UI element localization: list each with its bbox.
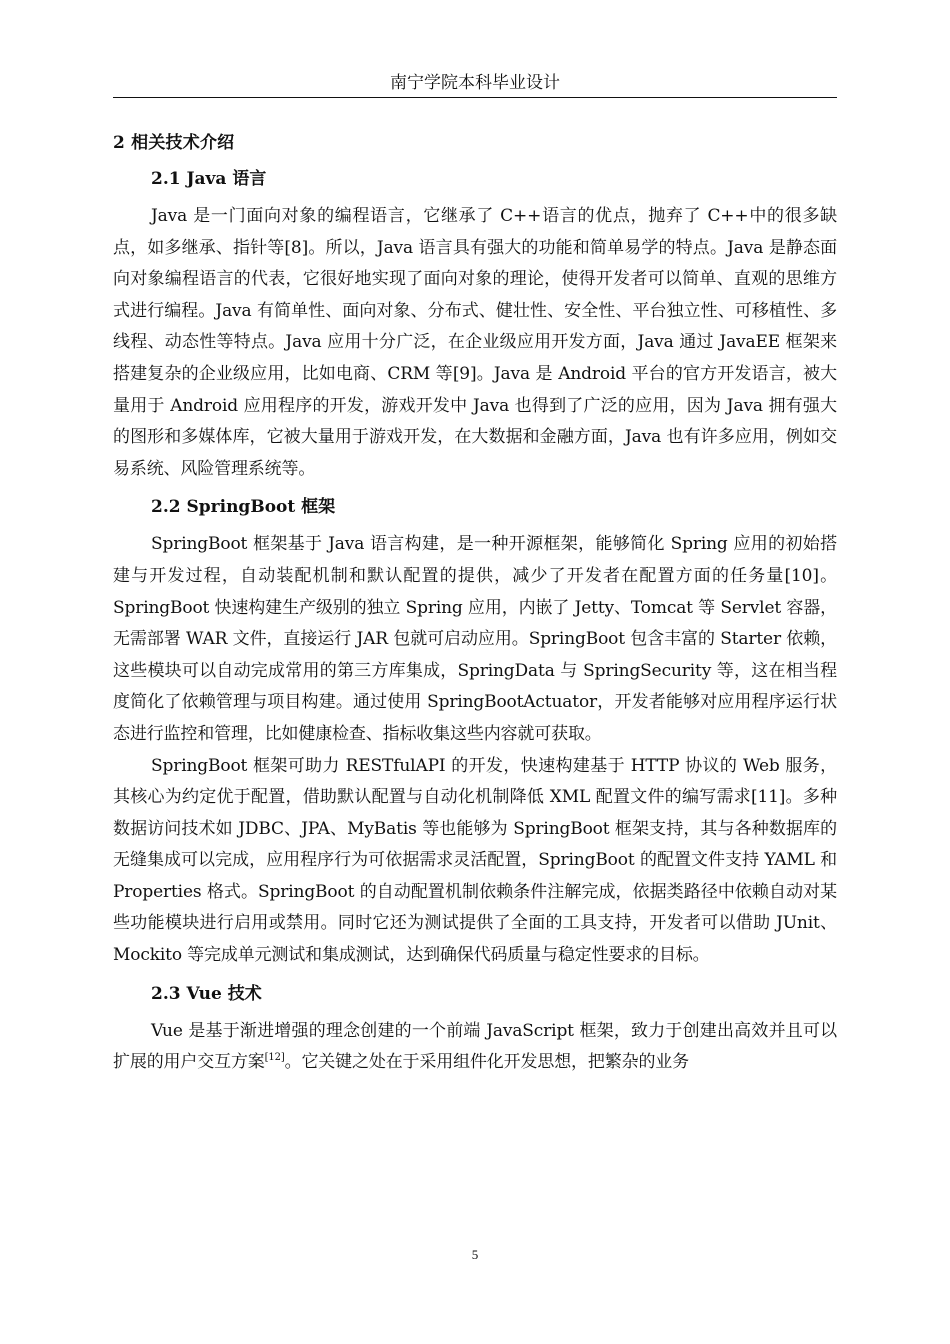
subsection-heading-java: 2.1 Java 语言	[151, 169, 267, 189]
subsection-heading-springboot: 2.2 SpringBoot 框架	[151, 497, 336, 518]
subsection-heading-vue: 2.3 Vue 技术	[151, 983, 262, 1004]
page-content	[113, 129, 837, 1079]
citation-superscript: [12]	[264, 1052, 285, 1064]
paragraph-java: Java 是一门面向对象的编程语言，它继承了 C++语言的优点，抛弃了 C++中的很多缺点，如多继承、指针等[8]。所以，Java 语言具有强大的功能和简单易学的特点。Java 是静态面向对象编程语言的代表，它很好地实现了面向对象的理论，使得开发者可以简单、直观的思维方式进行编程。Java 有简单性、面向对象、分布式、健壮性、安全性、平台独立性、可移植性、多线程、动态性等特点。Java 应用十分广泛，在企业级应用开发方面，Java 通过 JavaEE 框架来搭建复杂的企业级应用，比如电商、CRM 等[9]。Java 是 Android 平台的官方开发语言，被大量用于 Android 应用程序的开发，游戏开发中 Java 也得到了广泛的应用，因为 Java 拥有强大的图形和多媒体库，它被大量用于游戏开发，在大数据和金融方面，Java 也有许多应用，例如交易系统、风险管理系统等。	[113, 206, 837, 479]
paragraph-springboot-1: SpringBoot 框架基于 Java 语言构建，是一种开源框架，能够简化 Spring 应用的初始搭建与开发过程，自动装配机制和默认配置的提供，减少了开发者在配置方面的任务量[10]。SpringBoot 快速构建生产级别的独立 Spring 应用，内嵌了 Jetty、Tomcat 等 Servlet 容器，无需部署 WAR 文件，直接运行 JAR 包就可启动应用。SpringBoot 包含丰富的 Starter 依赖，这些模块可以自动完成常用的第三方库集成，SpringData 与 SpringSecurity 等，这在相当程度简化了依赖管理与项目构建。通过使用 SpringBootActuator，开发者能够对应用程序运行状态进行监控和管理，比如健康检查、指标收集这些内容就可获取。	[113, 534, 837, 744]
paragraph-vue-text-continued: 。它关键之处在于采用组件化开发思想，把繁杂的业务	[284, 1052, 689, 1073]
page-number: 5	[471, 1247, 479, 1262]
header-rule	[113, 97, 837, 98]
paragraph-vue	[113, 1016, 837, 1079]
paragraph-vue-text: Vue 是基于渐进增强的理念创建的一个前端 JavaScript 框架，致力于创建出高效并且可以扩展的用户交互方案	[113, 1020, 837, 1073]
running-header: 南宁学院本科毕业设计	[390, 73, 560, 93]
section-heading: 2 相关技术介绍	[113, 133, 235, 153]
paragraph-springboot-2: SpringBoot 框架可助力 RESTfulAPI 的开发，快速构建基于 HTTP 协议的 Web 服务，其核心为约定优于配置，借助默认配置与自动化机制降低 XML 配置文件的编写需求[11]。多种数据访问技术如 JDBC、JPA、MyBatis 等也能够为 SpringBoot 框架支持，其与各种数据库的无缝集成可以完成，应用程序行为可依据需求灵活配置，SpringBoot 的配置文件支持 YAML 和 Properties 格式。SpringBoot 的自动配置机制依赖条件注解完成，依据类路径中依赖自动对某些功能模块进行启用或禁用。同时它还为测试提供了全面的工具支持，开发者可以借助 JUnit、Mockito 等完成单元测试和集成测试，达到确保代码质量与稳定性要求的目标。	[113, 755, 837, 966]
